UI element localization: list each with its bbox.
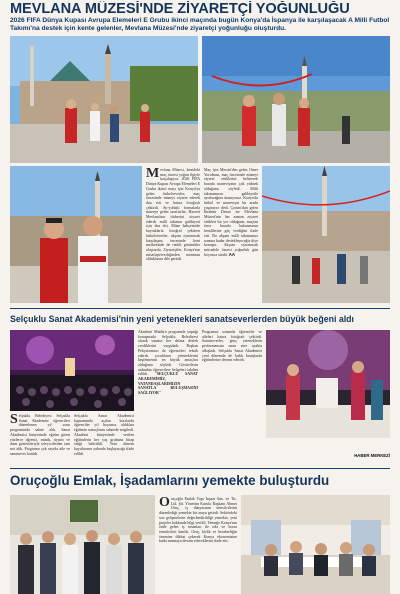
- article1-headline: MEVLANA MÜZESİ'NDE ZİYARETÇİ YOĞUNLUĞU: [10, 1, 350, 17]
- stage-performance-photo-right: [266, 330, 390, 438]
- museum-fans-photo-right: [202, 36, 390, 163]
- fans-selfie-photo: [10, 166, 142, 303]
- article2-credit: HABER MERKEZİ: [354, 453, 390, 458]
- article1-body-left: [146, 168, 200, 303]
- article3-headline: Oruçoğlu Emlak, İşadamlarını yemekte buluşturdu: [10, 473, 330, 488]
- article1-text-left: evlana Müzesi, kentdeki maç öncesi yoğun ilgiyle karşılaşıyor. 2026 FIFA Dünya Kupası Avrupa Elemeleri E Grubu ikinci maçı için Konya'ya gelen futbolseverler, maç öncesinde müzeyi ziyaret ederek dua etti ve hatıra fotoğrafı çektirdi. Ay-yıldızlı formalarla müzeye gelen taraftarlar, Hazreti Mevlana'nın türbesini ziyaret ederek milli takımın galibiyeti için dua etti. Müze bahçesinde bayraklarla fotoğraf çektiren futbolseverler, akşam oynanacak karşılaşma öncesinde kent merkezinde de renkli görüntüler oluşturdu. Ziyaretçiler, Konya'nın misafirperverliğinden memnun olduklarını dile getirdi.: [146, 168, 200, 262]
- article1-dropcap: M: [146, 168, 160, 181]
- dinner-event-photo: [241, 495, 390, 594]
- article2-text-col3: Akademi Müdürü programda yaptığı konuşmada Selçuklu Belediyesi olarak sanatın her dalına destek verdiklerini vurguladı. Başkan Pekyatırmacı da öğrencileri tebrik ederek çocukların yeteneklerini keşfetmenin en büyük amaçları olduğunu söyledi. Gösterilerin ardından öğrencilere belgeleri takdim edildi.: [138, 330, 198, 377]
- article2-text-col4: Programın sonunda öğrenciler ve aileleri hatıra fotoğrafı çektirdi. Sanatseverler, genç yeteneklerin performansını uzun süre ayakta alkışladı. Selçuklu Sanat Akademisi yeni dönemde de farklı branşlarda eğitimlerine devam edecek.: [202, 330, 262, 363]
- stage-performance-photo-left: [10, 330, 134, 411]
- article3-dropcap: O: [159, 497, 170, 510]
- article2-quote: "SELÇUKLU SANAT AKADEMİMİZ, VATANDAŞLARIMIZIN SANATLA BULUŞMASINI SAĞLIYOR": [138, 372, 198, 396]
- article2-col2: [74, 414, 134, 464]
- museum-courtyard-photo: [262, 166, 390, 303]
- article2-text-col2: Selçuklu Sanat Akademisi kapsamında açılan kurslarda öğrenciler yıl boyunca aldıkları eğitimin sonuçlarını sahnede sergiledi. Akademi bünyesinde verilen eğitimlerin her yaş grubuna hitap ettiği belirtildi. Yeni dönem kayıtlarının yakında başlayacağı ifade edildi.: [74, 414, 134, 456]
- article2-col1: [10, 414, 70, 464]
- article1-text-right: Maç için Mersin'den gelen Ömer Yorulmaz, maç öncesinde müzeyi ziyaret ettiklerini belirterek burada maneviyatın çok yüksek olduğunu söyledi. Milli takımımızın galibiyetle ayrılacağına inanıyoruz. Konya'da futbol ve maneviyat bir arada yaşanıyor dedi. Çorum'dan gelen İbrahim Demir ise Mevlana Müzesi'nin her zaman ziyaret ettikleri bir yer olduğunu, maçtan önce burada bulunmanın kendilerine güç verdiğini ifade etti. Bu akşam milli takımımızı sonuna kadar destekleyeceğiz diye konuştu. Akşam oynanacak mücadele öncesi yoğunluk gün boyunca sürdü.: [204, 168, 258, 257]
- businessmen-group-photo: [10, 495, 155, 594]
- museum-fans-photo-left: [10, 36, 198, 163]
- article3-body: [159, 497, 237, 594]
- article1-credit: AA: [228, 251, 235, 257]
- divider-2: [10, 468, 390, 469]
- article3-text: ruçoğlu Emlak Yapı İnşaat San. ve Tic. Ltd. Şti. Yönetim Kurulu Başkanı Ahmet Oruç, iş dünyasının temsilcilerini düzenlediği yemekte bir araya getirdi. Sektördeki son gelişmelerin değerlendirildiği yemekte, yeni projeler hakkında bilgi verildi. Yemeğe Konya'nın önde gelen iş insanları ile oda ve borsa temsilcileri katıldı. Oruç, birlik ve beraberliğin önemine dikkat çekerek Konya ekonomisine katkı sunmaya devam edeceklerini ifade etti.: [159, 497, 237, 544]
- article2-col3: [138, 330, 198, 464]
- article2-text-col1: elçuklu Belediyesi Selçuklu Sanat Akademisi öğrencileri düzenlenen yıl sonu programında sahne aldı. Sanat Akademisi bünyesinde eğitim gören yüzlerce öğrenci, müzik, tiyatro ve dans gösterileriyle izleyicilerden tam not aldı. Programa çok sayıda aile ve sanatsever katıldı.: [10, 414, 70, 456]
- article2-credit-box: [266, 442, 390, 464]
- article1-subheadline: 2026 FIFA Dünya Kupası Avrupa Elemeleri E Grubu ikinci maçında bugün Konya'da İspanya ile karşılaşacak A Milli Futbol Takımı'na destek için kente gelenler, Mevlana Müzesi'nde ziyaretçi yoğunluğu oluşturdu.: [10, 17, 390, 33]
- article2-headline: Selçuklu Sanat Akademisi'nin yeni yetenekleri sanatseverlerden büyük beğeni aldı: [10, 314, 355, 324]
- divider-1: [10, 308, 390, 309]
- article2-col4: [202, 330, 262, 464]
- article2-dropcap: S: [10, 414, 18, 427]
- article1-body-right: [204, 168, 258, 303]
